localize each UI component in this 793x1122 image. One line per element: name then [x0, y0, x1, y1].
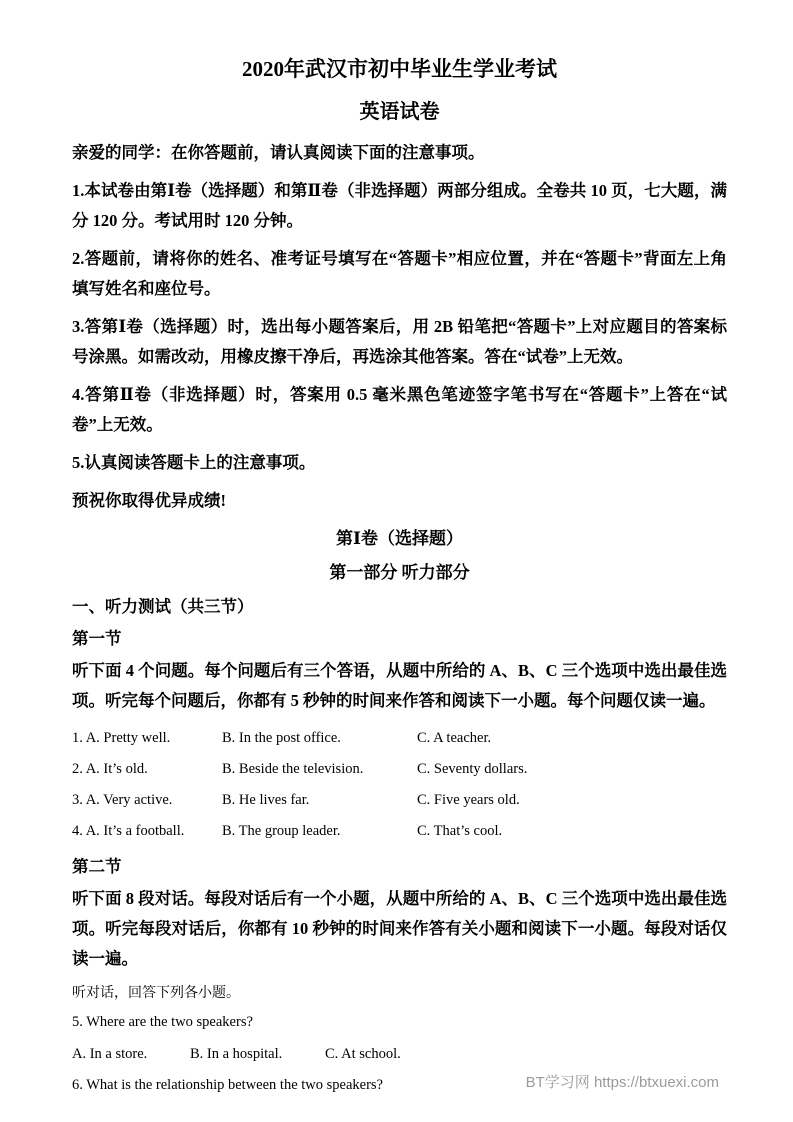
notice-item-2: 2.答题前，请将你的姓名、准考证号填写在“答题卡”相应位置，并在“答题卡”背面左上角填写姓名和座位号。 [72, 249, 727, 298]
question-6-text: 6. What is the relationship between the two speakers? [72, 1077, 383, 1093]
intro-paragraph: 亲爱的同学：在你答题前，请认真阅读下面的注意事项。 [72, 143, 485, 162]
node-two-title: 第二节 [72, 857, 122, 876]
question-5-text: 5. Where are the two speakers? [72, 1014, 253, 1030]
notice-item-3: 3.答第Ⅰ卷（选择题）时，选出每小题答案后，用 2B 铅笔把“答题卡”上对应题目的答案标号涂黑。如需改动，用橡皮擦干净后，再选涂其他答案。答在“试卷”上无效。 [72, 317, 727, 366]
question-5-options-row [72, 1044, 727, 1065]
question-3-option-c: C. Five years old. [417, 792, 520, 808]
site-watermark: BT学习网 https://btxuexi.com [525, 1074, 719, 1091]
notice-item-5: 5.认真阅读答题卡上的注意事项。 [72, 453, 316, 472]
question-1-option-b: B. In the post office. [222, 730, 341, 746]
node-two-instruction: 听下面 8 段对话。每段对话后有一个小题，从题中所给的 A、B、C 三个选项中选出最佳选项。听完每段对话后，你都有 10 秒钟的时间来作答有关小题和阅读下一小题。每段对话仅读一遍。 [72, 889, 727, 968]
wish-line: 预祝你取得优异成绩! [72, 491, 226, 510]
page-title: 2020年武汉市初中毕业生学业考试 [242, 57, 557, 81]
question-5-option-b: B. In a hospital. [190, 1046, 283, 1062]
question-row-4 [72, 821, 727, 842]
question-3-option-a: 3. A. Very active. [72, 792, 173, 808]
node-one-instruction: 听下面 4 个问题。每个问题后有三个答语，从题中所给的 A、B、C 三个选项中选出最佳选项。听完每个问题后，你都有 5 秒钟的时间来作答和阅读下一小题。每个问题仅读一遍。 [72, 661, 727, 710]
question-row-1 [72, 728, 727, 749]
question-4-option-b: B. The group leader. [222, 823, 341, 839]
part-header: 第一部分 听力部分 [329, 563, 470, 582]
question-4-option-a: 4. A. It’s a football. [72, 823, 185, 839]
section-one-title: 一、听力测试（共三节） [72, 597, 254, 616]
question-row-3 [72, 790, 727, 811]
question-1-option-c: C. A teacher. [417, 730, 492, 746]
question-4-option-c: C. That’s cool. [417, 823, 503, 839]
notice-item-4: 4.答第Ⅱ卷（非选择题）时，答案用 0.5 毫米黑色笔迹签字笔书写在“答题卡”上答在“试卷”上无效。 [72, 385, 727, 434]
question-row-2 [72, 759, 727, 780]
question-3-option-b: B. He lives far. [222, 792, 310, 808]
question-2-option-b: B. Beside the television. [222, 761, 364, 777]
question-5-option-a: A. In a store. [72, 1046, 148, 1062]
volume-header: 第Ⅰ卷（选择题） [336, 529, 463, 548]
dialog-note: 听对话，回答下列各小题。 [72, 986, 240, 1001]
question-5-option-c: C. At school. [325, 1046, 401, 1062]
question-2-option-c: C. Seventy dollars. [417, 761, 528, 777]
notice-item-1: 1.本试卷由第Ⅰ卷（选择题）和第Ⅱ卷（非选择题）两部分组成。全卷共 10 页，七大题，满分 120 分。考试用时 120 分钟。 [72, 181, 727, 230]
question-2-option-a: 2. A. It’s old. [72, 761, 148, 777]
page-subtitle: 英语试卷 [359, 101, 440, 123]
question-1-option-a: 1. A. Pretty well. [72, 730, 171, 746]
node-one-title: 第一节 [72, 629, 122, 648]
